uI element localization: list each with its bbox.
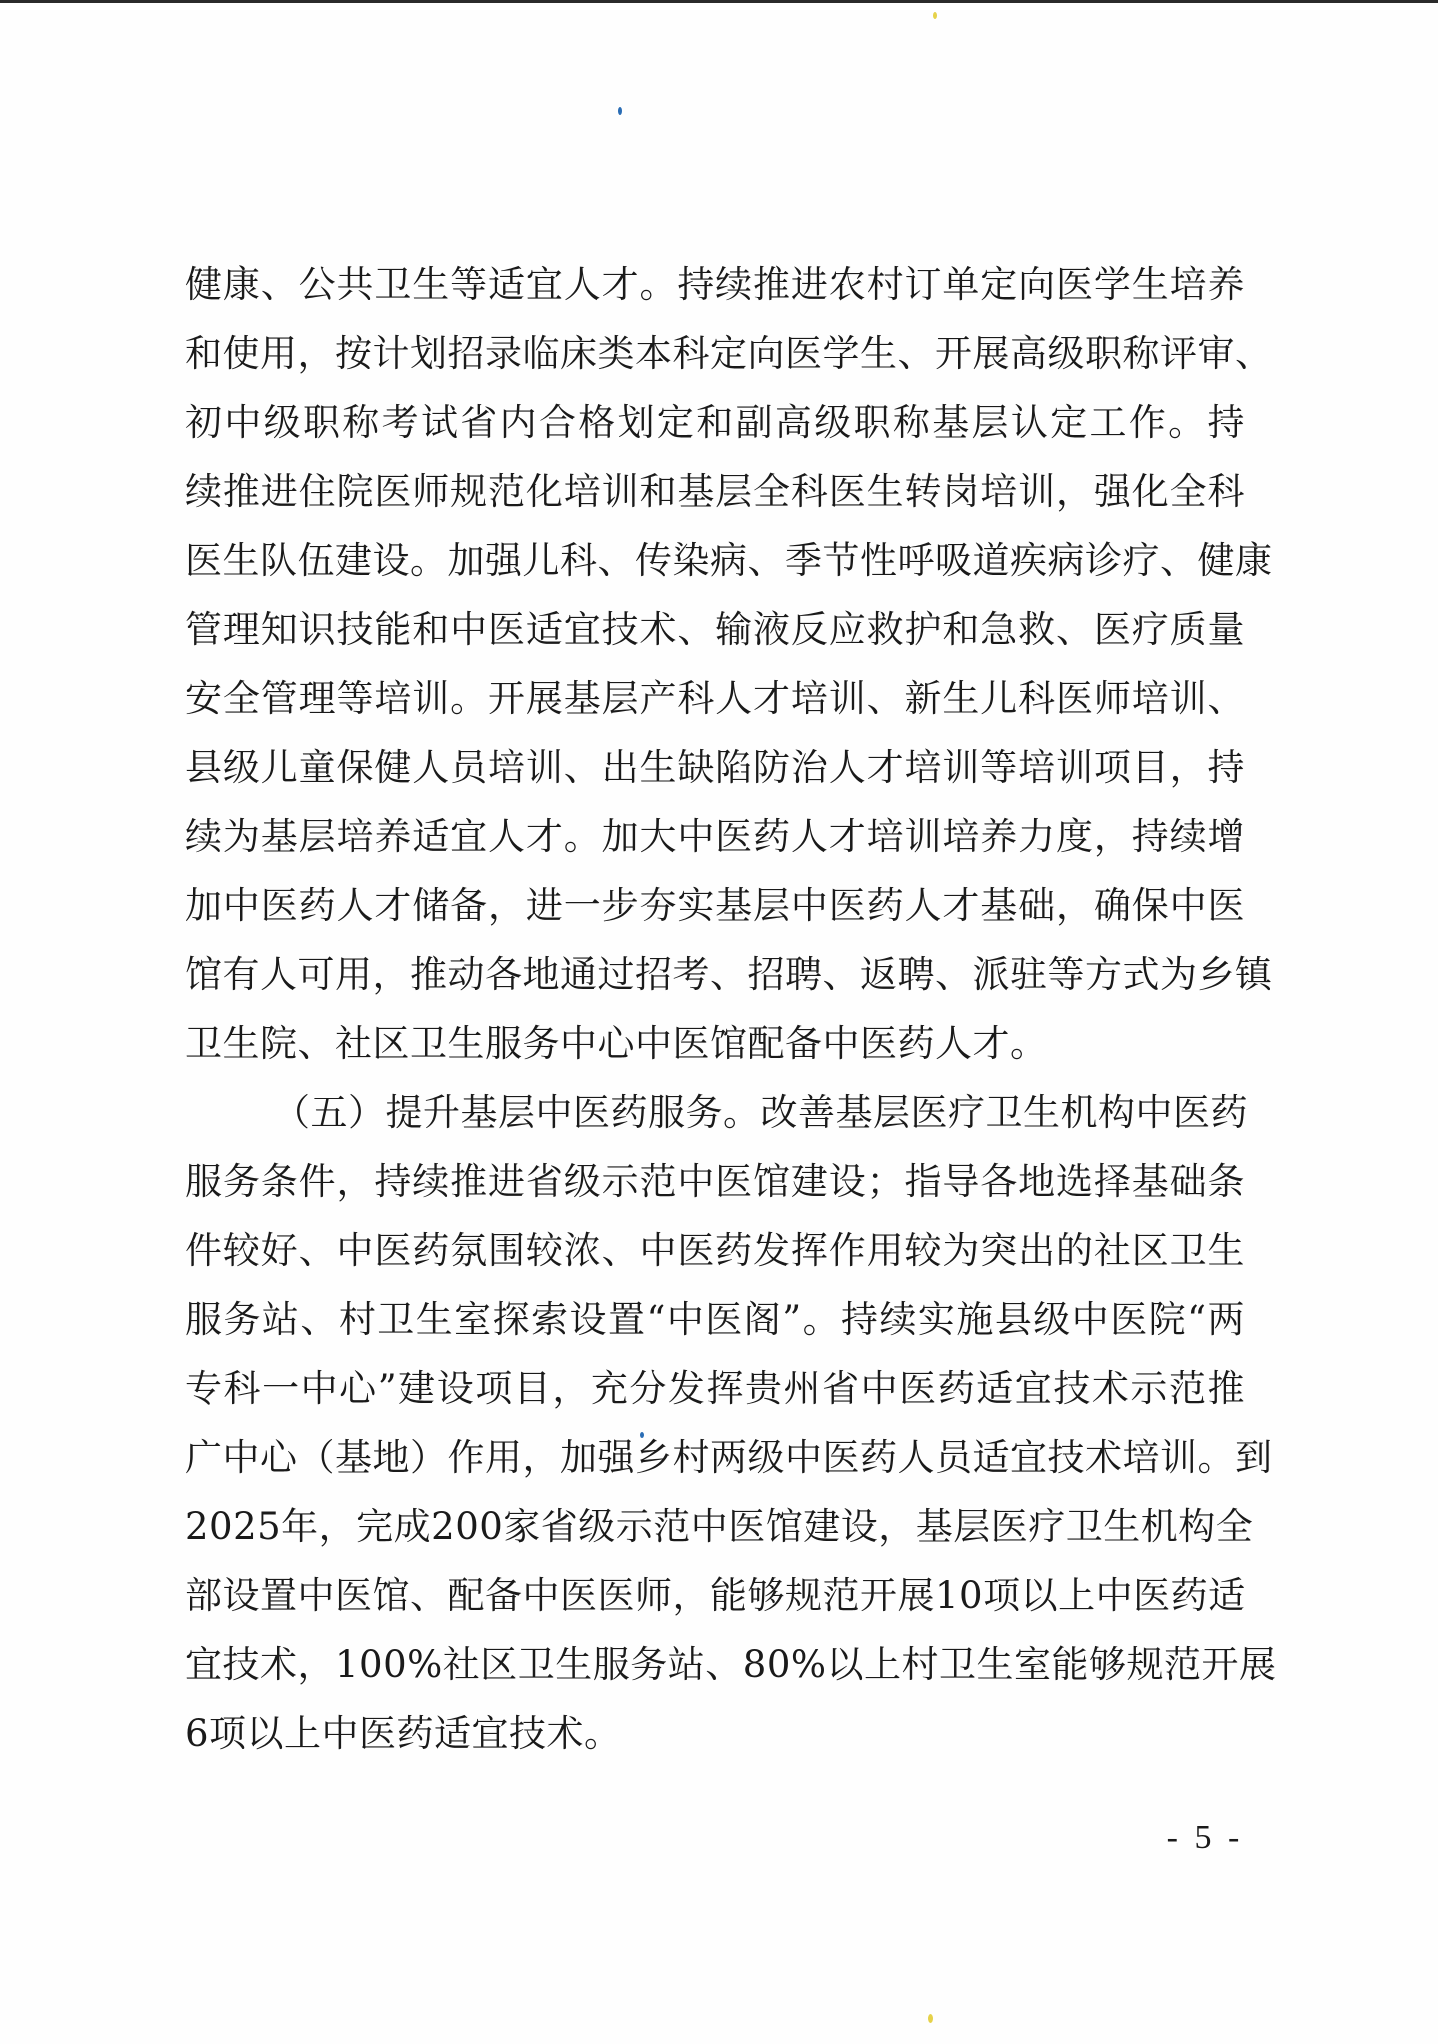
text-line: 馆有人可用，推动各地通过招考、招聘、返聘、派驻等方式为乡镇 (185, 953, 1273, 996)
text-line: 件较好、中医药氛围较浓、中医药发挥作用较为突出的社区卫生 (185, 1229, 1245, 1272)
text-line: 宜技术，100%社区卫生服务站、80%以上村卫生室能够规范开展 (185, 1643, 1277, 1686)
text-line: 部设置中医馆、配备中医医师，能够规范开展10项以上中医药适 (185, 1574, 1246, 1617)
text-line: 健康、公共卫生等适宜人才。持续推进农村订单定向医学生培养 (185, 263, 1245, 306)
paragraph-end-line: 6项以上中医药适宜技术。 (185, 1712, 622, 1755)
scan-speck (618, 107, 622, 115)
text-line: 和使用，按计划招录临床类本科定向医学生、开展高级职称评审、 (185, 332, 1273, 375)
text-line: 2025年，完成200家省级示范中医馆建设，基层医疗卫生机构全 (185, 1505, 1254, 1548)
scan-speck (928, 2014, 933, 2023)
text-line: 初中级职称考试省内合格划定和副高级职称基层认定工作。持 (185, 401, 1245, 444)
paragraph-end-line: 卫生院、社区卫生服务中心中医馆配备中医药人才。 (185, 1022, 1048, 1065)
text-line: 县级儿童保健人员培训、出生缺陷防治人才培训等培训项目，持 (185, 746, 1245, 789)
text-line: 安全管理等培训。开展基层产科人才培训、新生儿科医师培训、 (185, 677, 1245, 720)
scan-speck (933, 12, 937, 19)
text-line: 专科一中心”建设项目，充分发挥贵州省中医药适宜技术示范推 (185, 1367, 1245, 1410)
page-number: - 5 - (1166, 1819, 1244, 1856)
text-line: 医生队伍建设。加强儿科、传染病、季节性呼吸道疾病诊疗、健康 (185, 539, 1273, 582)
scan-top-edge (0, 0, 1438, 3)
text-line: 续为基层培养适宜人才。加大中医药人才培训培养力度，持续增 (185, 815, 1245, 858)
text-line: 广中心（基地）作用，加强乡村两级中医药人员适宜技术培训。到 (185, 1436, 1273, 1479)
document-body (185, 250, 1277, 1768)
text-line: 服务站、村卫生室探索设置“中医阁”。持续实施县级中医院“两 (185, 1298, 1245, 1341)
text-line: 管理知识技能和中医适宜技术、输液反应救护和急救、医疗质量 (185, 608, 1245, 651)
text-line: 续推进住院医师规范化培训和基层全科医生转岗培训，强化全科 (185, 470, 1245, 513)
text-line: 加中医药人才储备，进一步夯实基层中医药人才基础，确保中医 (185, 884, 1245, 927)
text-line: 服务条件，持续推进省级示范中医馆建设；指导各地选择基础条 (185, 1160, 1245, 1203)
section-heading-line: （五）提升基层中医药服务。改善基层医疗卫生机构中医药 (273, 1091, 1248, 1134)
